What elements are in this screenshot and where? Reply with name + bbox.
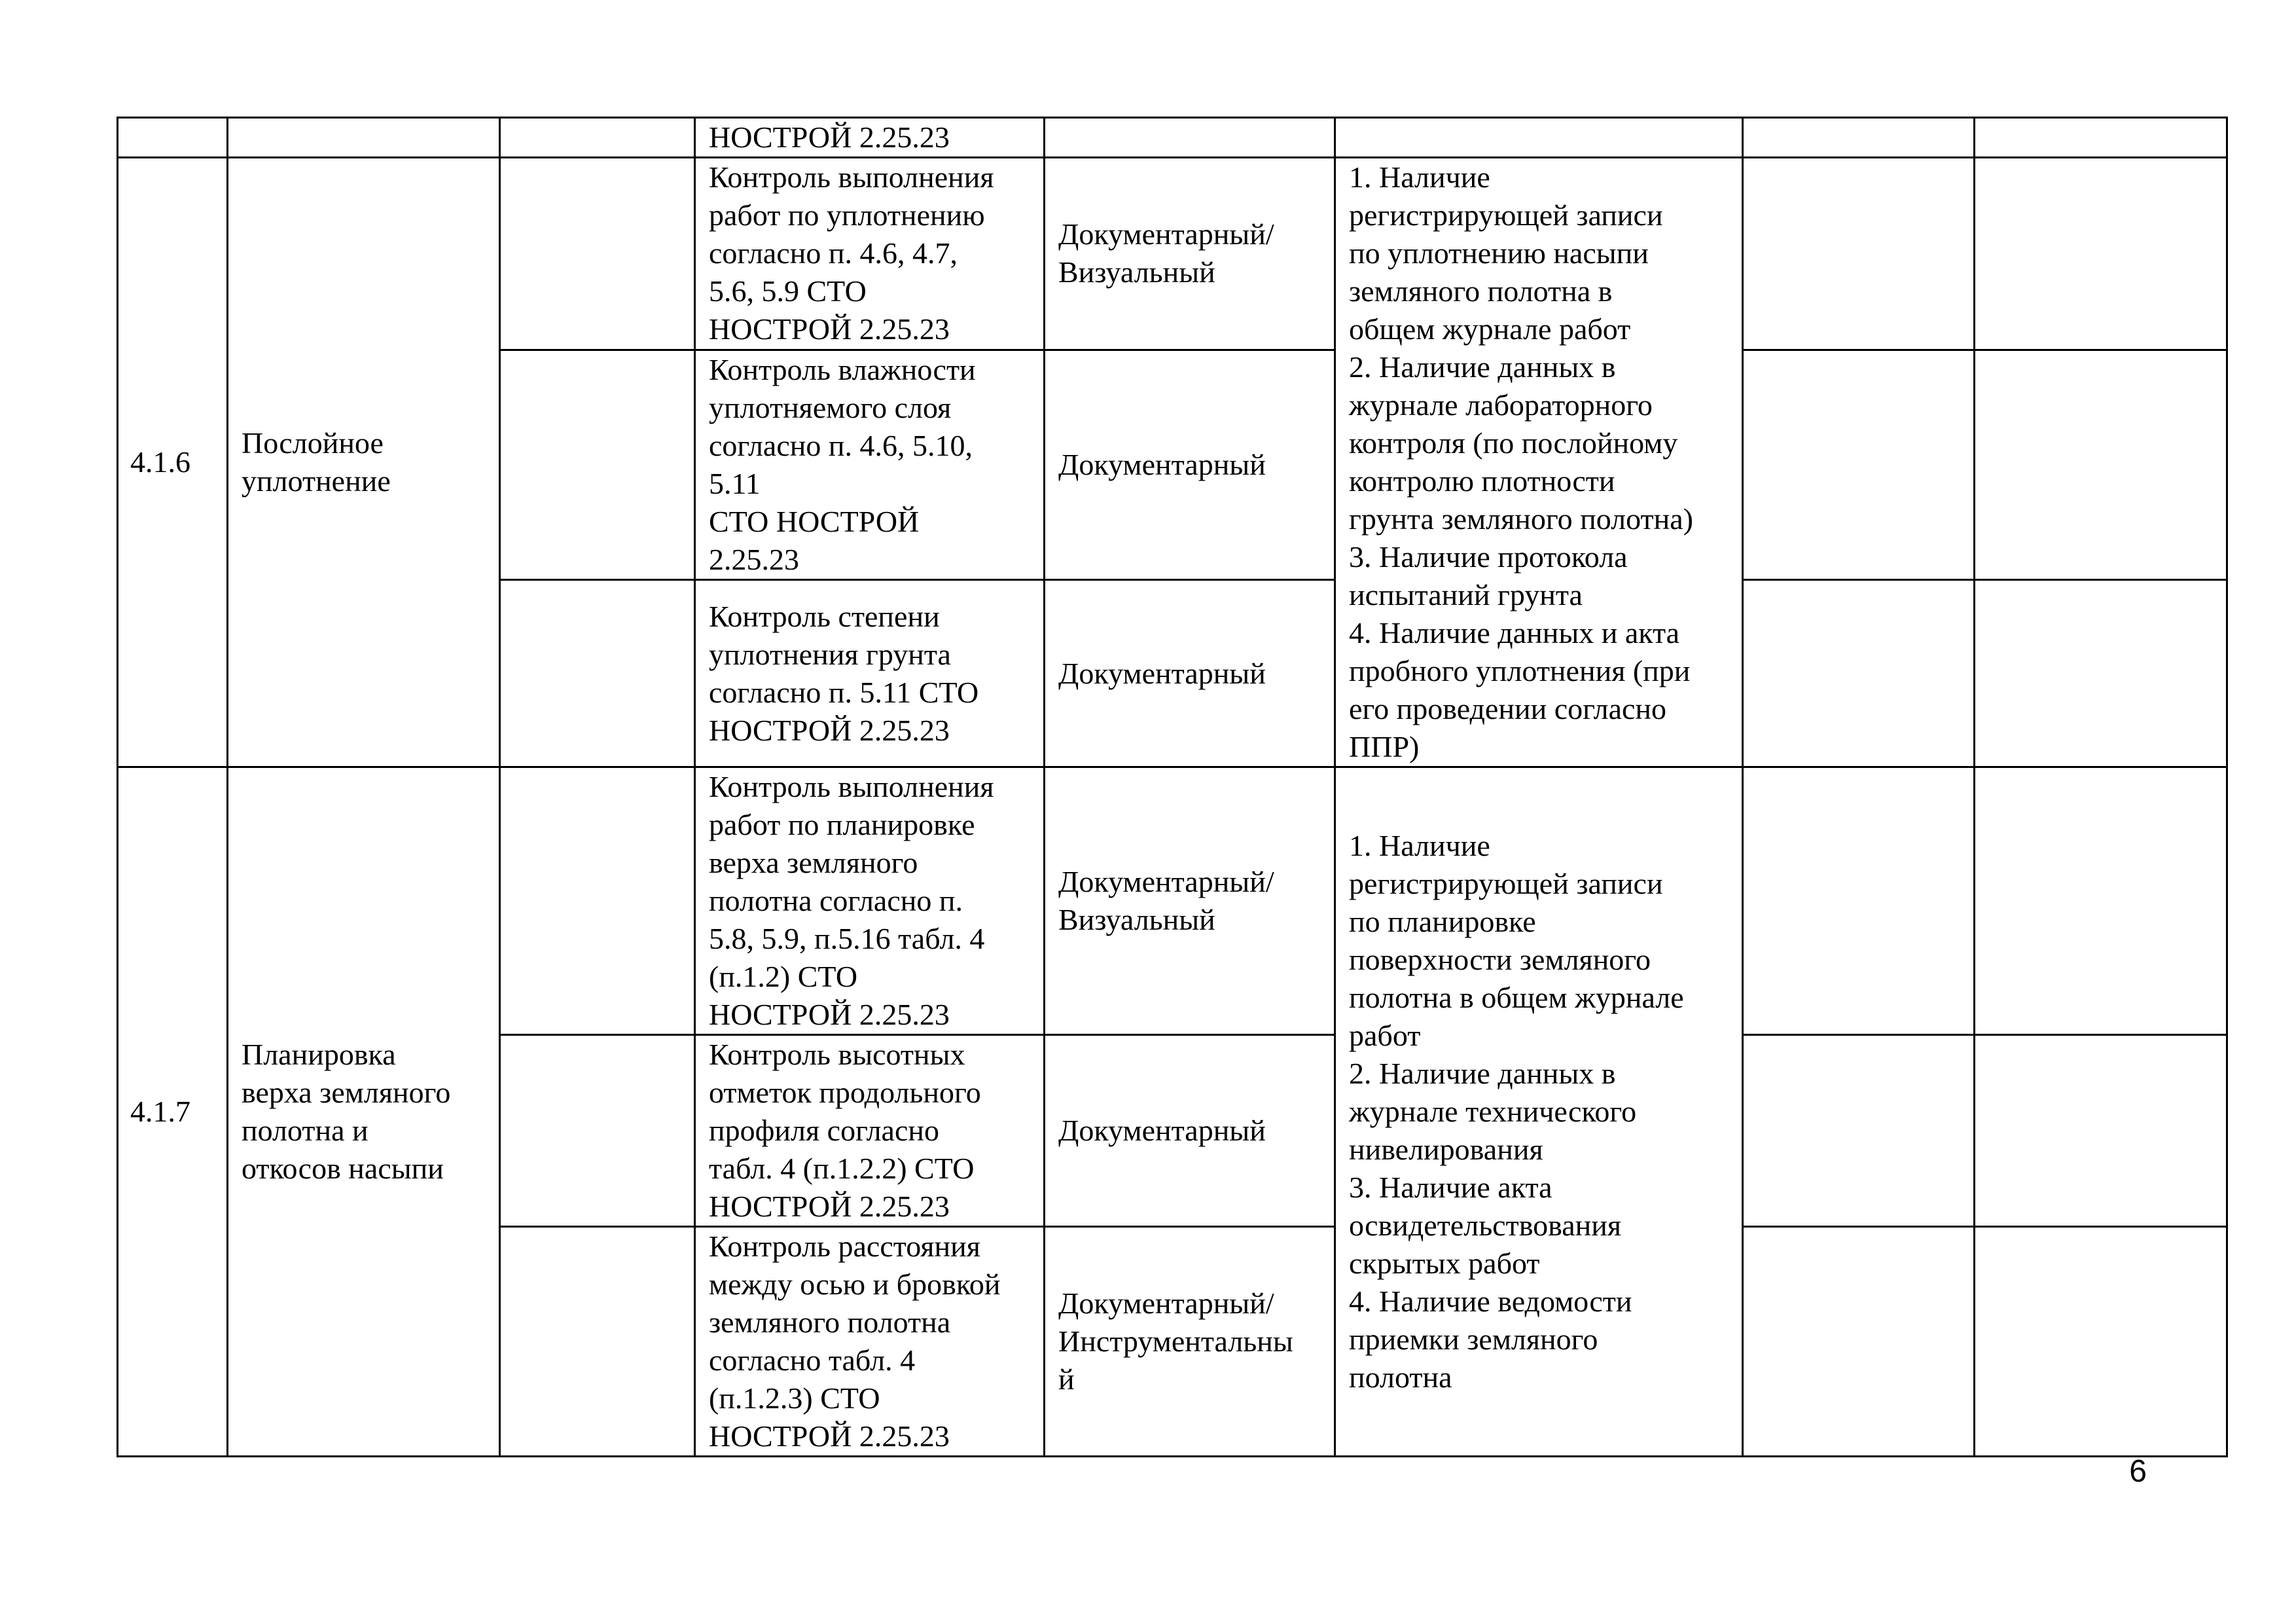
cell-extra-1 xyxy=(1743,580,1975,767)
cell-blank xyxy=(500,580,695,767)
cell-extra-1 xyxy=(1743,118,1975,158)
cell-method: Документарный xyxy=(1045,1035,1335,1227)
table-row xyxy=(118,158,2227,350)
cell-requirement: НОСТРОЙ 2.25.23 xyxy=(695,118,1045,158)
cell-extra-1 xyxy=(1743,1227,1975,1457)
cell-blank xyxy=(500,350,695,580)
cell-extra-2 xyxy=(1975,118,2227,158)
inspection-table xyxy=(117,117,2228,1457)
cell-requirement: Контроль выполнения работ по планировке верха земляного полотна согласно п. 5.8, 5.9, п.5.16 табл. 4 (п.1.2) СТО НОСТРОЙ 2.25.23 xyxy=(695,767,1045,1035)
cell-extra-2 xyxy=(1975,580,2227,767)
cell-extra-2 xyxy=(1975,1035,2227,1227)
table-row xyxy=(118,767,2227,1035)
cell-result-documents: 1. Наличие регистрирующей записи по планировке поверхности земляного полотна в общем журнале работ 2. Наличие данных в журнале технического нивелирования 3. Наличие акта освидетельствования скрытых работ 4. Наличие ведомости приемки земляного полотна xyxy=(1335,767,1743,1457)
cell-title xyxy=(228,118,500,158)
cell-extra-1 xyxy=(1743,350,1975,580)
cell-extra-1 xyxy=(1743,767,1975,1035)
cell-requirement: Контроль расстояния между осью и бровкой земляного полотна согласно табл. 4 (п.1.2.3) СТО НОСТРОЙ 2.25.23 xyxy=(695,1227,1045,1457)
cell-requirement: Контроль степени уплотнения грунта согласно п. 5.11 СТО НОСТРОЙ 2.25.23 xyxy=(695,580,1045,767)
page-number: 6 xyxy=(2129,1454,2147,1489)
cell-extra-1 xyxy=(1743,1035,1975,1227)
cell-blank xyxy=(500,1035,695,1227)
cell-number xyxy=(118,118,228,158)
cell-blank xyxy=(500,1227,695,1457)
cell-requirement: Контроль влажности уплотняемого слоя согласно п. 4.6, 5.10, 5.11 СТО НОСТРОЙ 2.25.23 xyxy=(695,350,1045,580)
cell-blank xyxy=(500,118,695,158)
cell-extra-2 xyxy=(1975,767,2227,1035)
cell-result-documents xyxy=(1335,118,1743,158)
cell-extra-2 xyxy=(1975,1227,2227,1457)
cell-method xyxy=(1045,118,1335,158)
section-title: Послойное уплотнение xyxy=(228,158,500,767)
continuation-row xyxy=(118,118,2227,158)
section-title: Планировка верха земляного полотна и откосов насыпи xyxy=(228,767,500,1457)
cell-requirement: Контроль выполнения работ по уплотнению согласно п. 4.6, 4.7, 5.6, 5.9 СТО НОСТРОЙ 2.25.23 xyxy=(695,158,1045,350)
cell-method: Документарный xyxy=(1045,350,1335,580)
cell-method: Документарный/ Инструментальны й xyxy=(1045,1227,1335,1457)
cell-extra-2 xyxy=(1975,158,2227,350)
cell-blank xyxy=(500,767,695,1035)
cell-extra-2 xyxy=(1975,350,2227,580)
cell-requirement: Контроль высотных отметок продольного профиля согласно табл. 4 (п.1.2.2) СТО НОСТРОЙ 2.25.23 xyxy=(695,1035,1045,1227)
cell-blank xyxy=(500,158,695,350)
cell-method: Документарный/ Визуальный xyxy=(1045,158,1335,350)
section-number: 4.1.7 xyxy=(118,767,228,1457)
cell-method: Документарный/ Визуальный xyxy=(1045,767,1335,1035)
section-number: 4.1.6 xyxy=(118,158,228,767)
cell-extra-1 xyxy=(1743,158,1975,350)
cell-method: Документарный xyxy=(1045,580,1335,767)
cell-result-documents: 1. Наличие регистрирующей записи по уплотнению насыпи земляного полотна в общем журнале работ 2. Наличие данных в журнале лабораторного контроля (по послойному контролю плотности грунта земляного полотна) 3. Наличие протокола испытаний грунта 4. Наличие данных и акта пробного уплотнения (при его проведении согласно ППР) xyxy=(1335,158,1743,767)
